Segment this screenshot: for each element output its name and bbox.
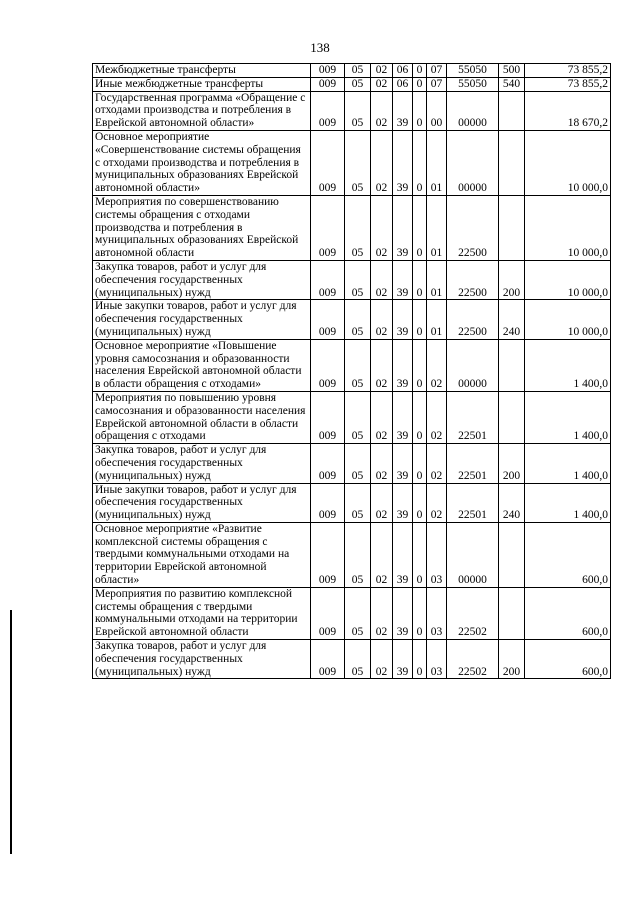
cell-ministry: 009 bbox=[311, 522, 345, 587]
cell-program: 39 bbox=[393, 91, 413, 130]
cell-name: Мероприятия по повышению уровня самосознания и образованности населения Еврейской автономной области в области обращения с отходами bbox=[93, 391, 311, 443]
cell-name: Мероприятия по совершенствованию системы обращения с отходами производства и потребления в муниципальных образованиях Еврейской автономной области bbox=[93, 195, 311, 260]
cell-expense-type: 500 bbox=[499, 64, 525, 78]
cell-name: Иные закупки товаров, работ и услуг для обеспечения государственных (муниципальных) нужд bbox=[93, 483, 311, 522]
cell-ministry: 009 bbox=[311, 339, 345, 391]
cell-program: 39 bbox=[393, 640, 413, 679]
cell-name: Иные межбюджетные трансферты bbox=[93, 77, 311, 91]
cell-main-activity: 00 bbox=[427, 91, 447, 130]
cell-amount: 10 000,0 bbox=[525, 130, 611, 195]
table-row bbox=[93, 64, 611, 78]
cell-subprogram: 0 bbox=[413, 339, 427, 391]
cell-ministry: 009 bbox=[311, 195, 345, 260]
cell-subsection: 02 bbox=[371, 483, 393, 522]
cell-subsection: 02 bbox=[371, 587, 393, 639]
cell-subprogram: 0 bbox=[413, 300, 427, 339]
cell-main-activity: 01 bbox=[427, 260, 447, 299]
cell-expense-type: 240 bbox=[499, 300, 525, 339]
cell-expense-type bbox=[499, 195, 525, 260]
cell-main-activity: 02 bbox=[427, 339, 447, 391]
cell-subsection: 02 bbox=[371, 640, 393, 679]
cell-subprogram: 0 bbox=[413, 130, 427, 195]
cell-direction: 00000 bbox=[447, 339, 499, 391]
cell-subsection: 02 bbox=[371, 300, 393, 339]
cell-section: 05 bbox=[345, 522, 371, 587]
cell-subprogram: 0 bbox=[413, 522, 427, 587]
cell-subprogram: 0 bbox=[413, 444, 427, 483]
cell-amount: 18 670,2 bbox=[525, 91, 611, 130]
cell-program: 39 bbox=[393, 339, 413, 391]
cell-name: Закупка товаров, работ и услуг для обеспечения государственных (муниципальных) нужд bbox=[93, 640, 311, 679]
cell-main-activity: 01 bbox=[427, 300, 447, 339]
cell-direction: 55050 bbox=[447, 77, 499, 91]
cell-subsection: 02 bbox=[371, 91, 393, 130]
cell-section: 05 bbox=[345, 483, 371, 522]
cell-direction: 00000 bbox=[447, 91, 499, 130]
cell-expense-type bbox=[499, 522, 525, 587]
cell-name: Основное мероприятие «Повышение уровня самосознания и образованности населения Еврейской автономной области в области обращения с отходами» bbox=[93, 339, 311, 391]
table-row bbox=[93, 300, 611, 339]
cell-amount: 10 000,0 bbox=[525, 260, 611, 299]
cell-direction: 22500 bbox=[447, 260, 499, 299]
cell-main-activity: 02 bbox=[427, 391, 447, 443]
cell-amount: 73 855,2 bbox=[525, 64, 611, 78]
cell-subprogram: 0 bbox=[413, 587, 427, 639]
cell-program: 39 bbox=[393, 483, 413, 522]
cell-amount: 1 400,0 bbox=[525, 483, 611, 522]
cell-amount: 1 400,0 bbox=[525, 339, 611, 391]
table-row bbox=[93, 587, 611, 639]
cell-section: 05 bbox=[345, 640, 371, 679]
budget-table bbox=[92, 63, 611, 679]
cell-subsection: 02 bbox=[371, 130, 393, 195]
cell-subsection: 02 bbox=[371, 391, 393, 443]
cell-expense-type: 240 bbox=[499, 483, 525, 522]
cell-subprogram: 0 bbox=[413, 91, 427, 130]
cell-expense-type bbox=[499, 391, 525, 443]
cell-name: Межбюджетные трансферты bbox=[93, 64, 311, 78]
table-row bbox=[93, 130, 611, 195]
cell-direction: 00000 bbox=[447, 130, 499, 195]
cell-main-activity: 07 bbox=[427, 77, 447, 91]
cell-subsection: 02 bbox=[371, 339, 393, 391]
cell-name: Закупка товаров, работ и услуг для обеспечения государственных (муниципальных) нужд bbox=[93, 260, 311, 299]
cell-program: 39 bbox=[393, 130, 413, 195]
cell-ministry: 009 bbox=[311, 391, 345, 443]
cell-program: 39 bbox=[393, 195, 413, 260]
cell-direction: 55050 bbox=[447, 64, 499, 78]
cell-section: 05 bbox=[345, 130, 371, 195]
cell-program: 39 bbox=[393, 391, 413, 443]
cell-subprogram: 0 bbox=[413, 483, 427, 522]
cell-name: Закупка товаров, работ и услуг для обеспечения государственных (муниципальных) нужд bbox=[93, 444, 311, 483]
table-row bbox=[93, 483, 611, 522]
cell-name: Иные закупки товаров, работ и услуг для обеспечения государственных (муниципальных) нужд bbox=[93, 300, 311, 339]
cell-section: 05 bbox=[345, 300, 371, 339]
cell-direction: 22501 bbox=[447, 444, 499, 483]
cell-program: 06 bbox=[393, 64, 413, 78]
cell-amount: 73 855,2 bbox=[525, 77, 611, 91]
cell-subsection: 02 bbox=[371, 444, 393, 483]
cell-amount: 600,0 bbox=[525, 587, 611, 639]
cell-expense-type bbox=[499, 587, 525, 639]
cell-subsection: 02 bbox=[371, 77, 393, 91]
cell-direction: 22500 bbox=[447, 195, 499, 260]
cell-program: 39 bbox=[393, 522, 413, 587]
cell-section: 05 bbox=[345, 91, 371, 130]
cell-subprogram: 0 bbox=[413, 391, 427, 443]
cell-section: 05 bbox=[345, 195, 371, 260]
cell-subsection: 02 bbox=[371, 195, 393, 260]
cell-ministry: 009 bbox=[311, 91, 345, 130]
cell-expense-type: 540 bbox=[499, 77, 525, 91]
cell-main-activity: 03 bbox=[427, 522, 447, 587]
cell-section: 05 bbox=[345, 444, 371, 483]
cell-amount: 600,0 bbox=[525, 522, 611, 587]
cell-name: Основное мероприятие «Развитие комплексной системы обращения с твердыми коммунальными отходами на территории Еврейской автономной области» bbox=[93, 522, 311, 587]
margin-line bbox=[10, 610, 12, 854]
cell-expense-type: 200 bbox=[499, 640, 525, 679]
cell-ministry: 009 bbox=[311, 587, 345, 639]
cell-subprogram: 0 bbox=[413, 64, 427, 78]
cell-program: 39 bbox=[393, 300, 413, 339]
cell-subprogram: 0 bbox=[413, 195, 427, 260]
cell-main-activity: 01 bbox=[427, 130, 447, 195]
cell-section: 05 bbox=[345, 77, 371, 91]
cell-main-activity: 01 bbox=[427, 195, 447, 260]
cell-direction: 22501 bbox=[447, 483, 499, 522]
cell-name: Мероприятия по развитию комплексной системы обращения с твердыми коммунальными отходами на территории Еврейской автономной области bbox=[93, 587, 311, 639]
table-row bbox=[93, 391, 611, 443]
cell-subprogram: 0 bbox=[413, 77, 427, 91]
cell-ministry: 009 bbox=[311, 77, 345, 91]
cell-ministry: 009 bbox=[311, 483, 345, 522]
table-row bbox=[93, 260, 611, 299]
cell-name: Основное мероприятие «Совершенствование системы обращения с отходами производства и потребления в муниципальных образованиях Еврейской автономной области» bbox=[93, 130, 311, 195]
cell-ministry: 009 bbox=[311, 300, 345, 339]
cell-program: 06 bbox=[393, 77, 413, 91]
table-row bbox=[93, 444, 611, 483]
cell-amount: 10 000,0 bbox=[525, 300, 611, 339]
table-row bbox=[93, 522, 611, 587]
cell-section: 05 bbox=[345, 391, 371, 443]
cell-subsection: 02 bbox=[371, 260, 393, 299]
cell-amount: 600,0 bbox=[525, 640, 611, 679]
cell-program: 39 bbox=[393, 444, 413, 483]
cell-section: 05 bbox=[345, 339, 371, 391]
table-row bbox=[93, 195, 611, 260]
cell-amount: 10 000,0 bbox=[525, 195, 611, 260]
cell-section: 05 bbox=[345, 587, 371, 639]
cell-expense-type bbox=[499, 130, 525, 195]
cell-amount: 1 400,0 bbox=[525, 391, 611, 443]
table-row bbox=[93, 640, 611, 679]
cell-subprogram: 0 bbox=[413, 260, 427, 299]
cell-program: 39 bbox=[393, 260, 413, 299]
cell-subsection: 02 bbox=[371, 64, 393, 78]
table-row bbox=[93, 77, 611, 91]
cell-subsection: 02 bbox=[371, 522, 393, 587]
cell-expense-type bbox=[499, 339, 525, 391]
cell-main-activity: 02 bbox=[427, 444, 447, 483]
cell-ministry: 009 bbox=[311, 130, 345, 195]
cell-ministry: 009 bbox=[311, 444, 345, 483]
page-number: 138 bbox=[310, 40, 330, 55]
cell-direction: 00000 bbox=[447, 522, 499, 587]
cell-direction: 22501 bbox=[447, 391, 499, 443]
cell-ministry: 009 bbox=[311, 64, 345, 78]
cell-subprogram: 0 bbox=[413, 640, 427, 679]
cell-section: 05 bbox=[345, 260, 371, 299]
table-row bbox=[93, 91, 611, 130]
cell-direction: 22502 bbox=[447, 640, 499, 679]
cell-ministry: 009 bbox=[311, 640, 345, 679]
cell-expense-type: 200 bbox=[499, 260, 525, 299]
cell-main-activity: 07 bbox=[427, 64, 447, 78]
cell-expense-type: 200 bbox=[499, 444, 525, 483]
cell-name: Государственная программа «Обращение с отходами производства и потребления в Еврейской автономной области» bbox=[93, 91, 311, 130]
cell-program: 39 bbox=[393, 587, 413, 639]
cell-direction: 22502 bbox=[447, 587, 499, 639]
table-row bbox=[93, 339, 611, 391]
cell-expense-type bbox=[499, 91, 525, 130]
cell-ministry: 009 bbox=[311, 260, 345, 299]
cell-main-activity: 03 bbox=[427, 640, 447, 679]
cell-direction: 22500 bbox=[447, 300, 499, 339]
cell-section: 05 bbox=[345, 64, 371, 78]
cell-amount: 1 400,0 bbox=[525, 444, 611, 483]
cell-main-activity: 02 bbox=[427, 483, 447, 522]
cell-main-activity: 03 bbox=[427, 587, 447, 639]
